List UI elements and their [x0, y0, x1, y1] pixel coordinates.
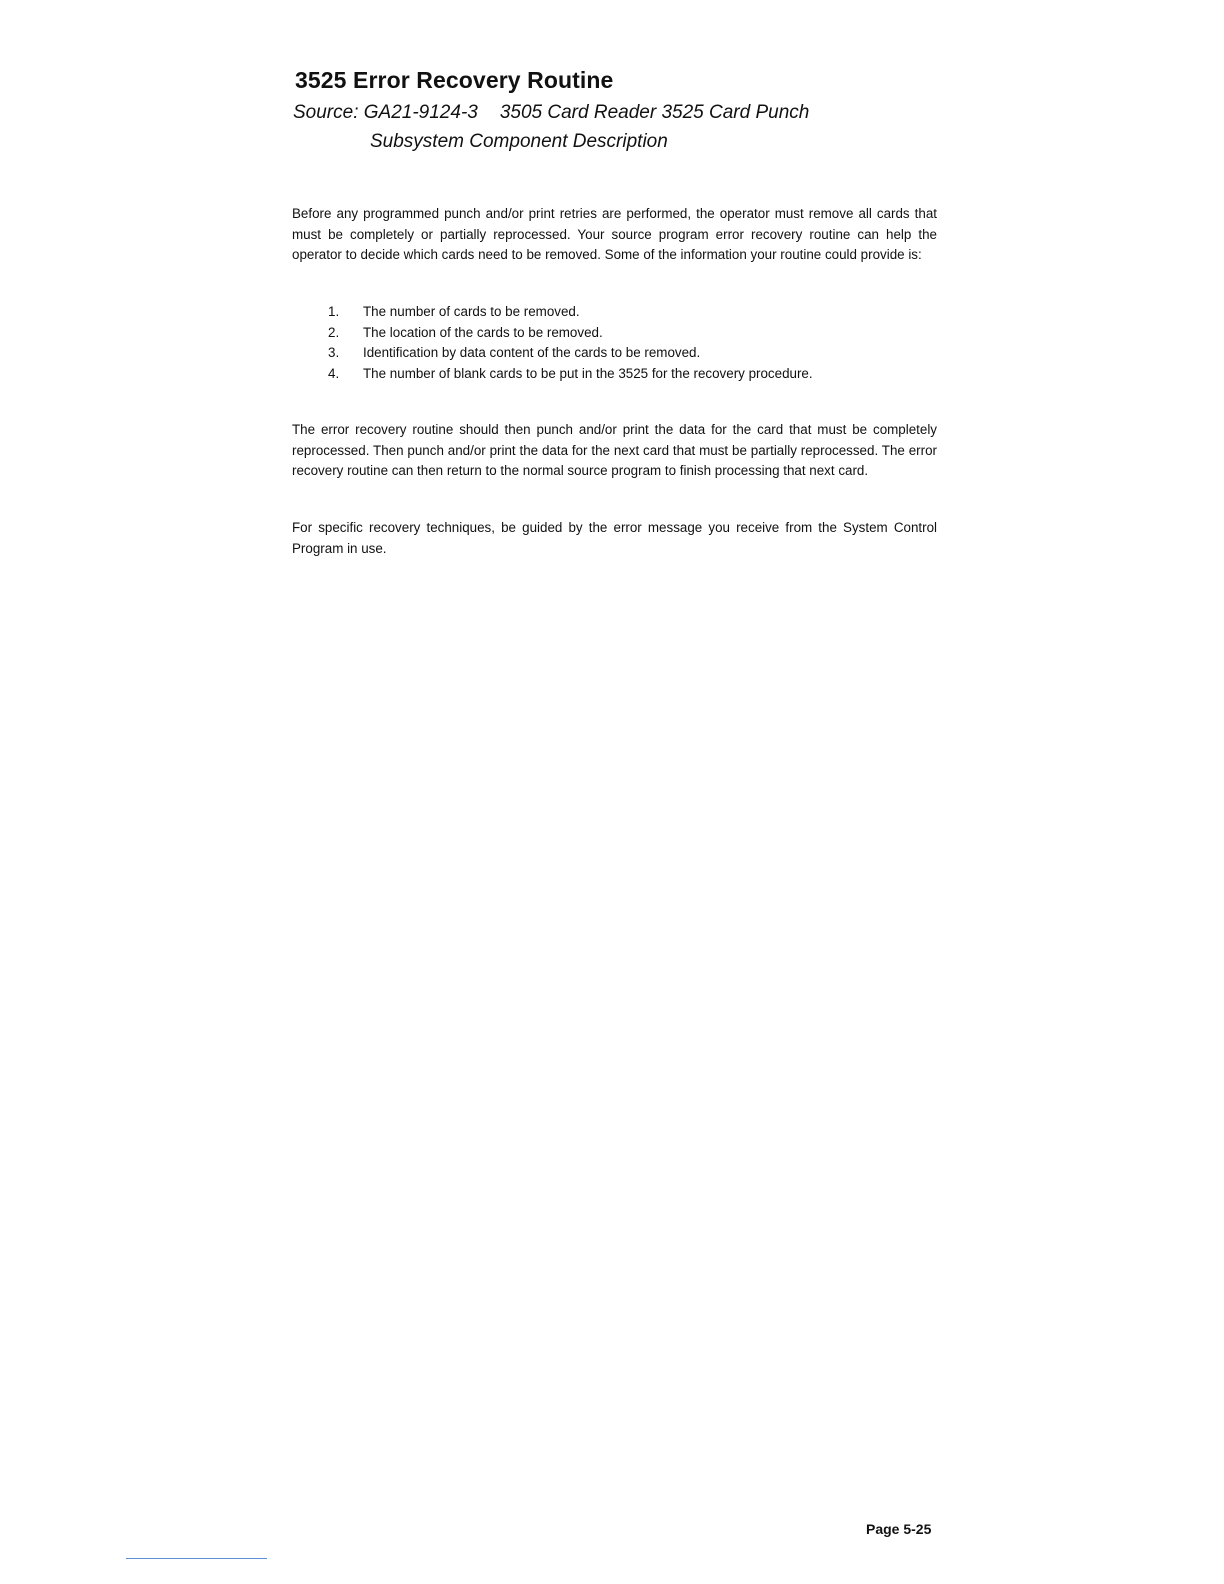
- source-label: Source:: [293, 102, 359, 123]
- footer-rule: [126, 1558, 267, 1559]
- techniques-paragraph: For specific recovery techniques, be guided by the error message you receive from the System Control Program in use.: [292, 520, 937, 556]
- list-item: [328, 302, 937, 323]
- recovery-info-list: [328, 302, 937, 384]
- source-code: GA21-9124-3: [363, 102, 478, 123]
- list-item-text: The location of the cards to be removed.: [363, 324, 603, 340]
- intro-paragraph: Before any programmed punch and/or print retries are performed, the operator must remove all cards that must be completely or partially reprocessed. Your source program error recovery routine can help the operator to decide which cards need to be removed. Some of the information your routine could provide is:: [292, 206, 937, 263]
- page-number: Page 5-25: [866, 1521, 932, 1537]
- list-item-number: 1.: [328, 304, 340, 319]
- list-item-number: 3.: [328, 345, 340, 361]
- list-item-text: The number of blank cards to be put in the 3525 for the recovery procedure.: [363, 365, 813, 381]
- document-title: 3525 Error Recovery Routine: [295, 67, 614, 93]
- list-item-text: Identification by data content of the cards to be removed.: [363, 345, 701, 361]
- list-item-number: 2.: [328, 324, 340, 340]
- source-subtitle: Subsystem Component Description: [370, 131, 668, 152]
- list-item-text: The number of cards to be removed.: [363, 304, 580, 319]
- source-reference: [293, 102, 809, 124]
- list-item-number: 4.: [328, 365, 340, 381]
- list-item: [328, 364, 937, 385]
- list-item: [328, 343, 937, 364]
- list-item: [328, 323, 937, 344]
- recovery-paragraph: The error recovery routine should then punch and/or print the data for the card that must be completely reprocessed. Then punch and/or print the data for the next card that must be partially reprocessed. The error recovery routine can then return to the normal source program to finish processing that next card.: [292, 422, 937, 479]
- source-devices: 3505 Card Reader 3525 Card Punch: [499, 102, 810, 123]
